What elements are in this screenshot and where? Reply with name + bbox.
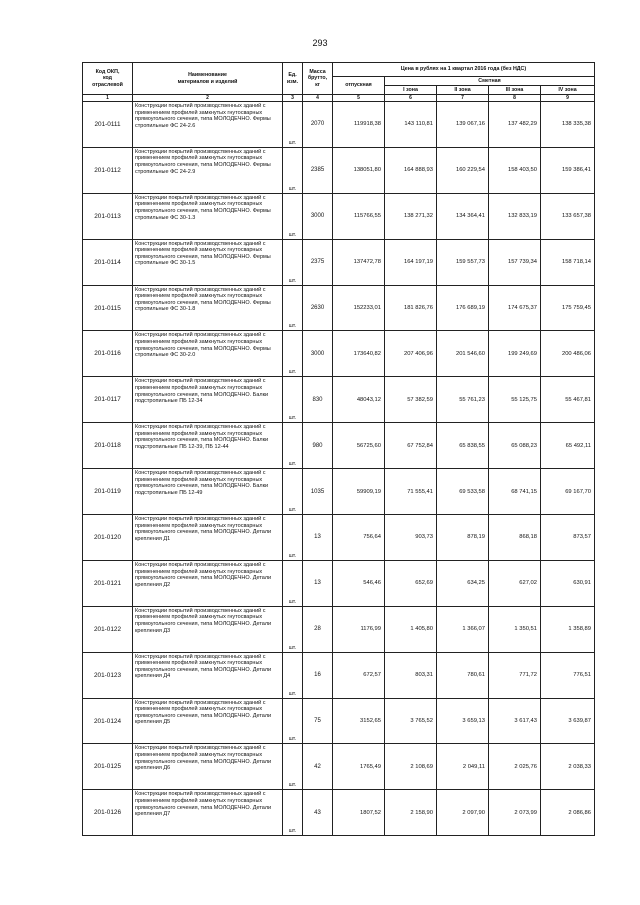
row-unit: шт. [283,285,303,331]
row-code: 201-0115 [83,285,133,331]
row-zone-1-price: 3 765,52 [385,698,437,744]
row-zone-1-price: 207 406,96 [385,331,437,377]
row-zone-1-price: 803,31 [385,652,437,698]
row-code: 201-0121 [83,560,133,606]
header-zone-4: IV зона [541,86,595,95]
header-unit: Ед. изм. [283,63,303,95]
row-zone-4-price: 2 086,86 [541,790,595,836]
table-row [83,790,595,836]
row-zone-1-price: 71 555,41 [385,469,437,515]
row-code: 201-0119 [83,469,133,515]
row-name: Конструкции покрытий производственных зданий с применением профилей замкнутых гнутосварных прямоугольного сечения, типа МОЛОДЕЧНО. Детали крепления Д6 [133,744,283,790]
row-code: 201-0114 [83,239,133,285]
row-zone-2-price: 2 049,11 [437,744,489,790]
row-unit: шт. [283,560,303,606]
header-zone-3: III зона [489,86,541,95]
column-number: 5 [333,95,385,102]
row-code: 201-0118 [83,423,133,469]
row-zone-4-price: 776,51 [541,652,595,698]
row-code: 201-0125 [83,744,133,790]
header-release-price: отпускная [333,77,385,95]
row-zone-4-price: 175 759,45 [541,285,595,331]
row-zone-2-price: 55 761,23 [437,377,489,423]
row-release-price: 672,57 [333,652,385,698]
row-name: Конструкции покрытий производственных зданий с применением профилей замкнутых гнутосварных прямоугольного сечения, типа МОЛОДЕЧНО. Балки подстропильные ПБ 12-49 [133,469,283,515]
column-number: 3 [283,95,303,102]
row-zone-4-price: 69 167,70 [541,469,595,515]
header-mass: Масса брутто, кг [303,63,333,95]
row-mass: 980 [303,423,333,469]
row-zone-2-price: 65 838,55 [437,423,489,469]
table-row [83,377,595,423]
row-code: 201-0113 [83,193,133,239]
header-estimate-price: Сметная [385,77,595,86]
row-mass: 2385 [303,147,333,193]
row-code: 201-0120 [83,515,133,561]
row-zone-3-price: 158 403,50 [489,147,541,193]
row-zone-4-price: 1 358,89 [541,606,595,652]
row-name: Конструкции покрытий производственных зданий с применением профилей замкнутых гнутосварных прямоугольного сечения, типа МОЛОДЕЧНО. Балки подстропильные ПБ 12-34 [133,377,283,423]
row-name: Конструкции покрытий производственных зданий с применением профилей замкнутых гнутосварных прямоугольного сечения, типа МОЛОДЕЧНО. Фермы стропильные ФС 30-1.3 [133,193,283,239]
row-zone-4-price: 3 639,87 [541,698,595,744]
row-name: Конструкции покрытий производственных зданий с применением профилей замкнутых гнутосварных прямоугольного сечения, типа МОЛОДЕЧНО. Детали крепления Д5 [133,698,283,744]
row-zone-1-price: 143 110,81 [385,102,437,148]
row-zone-2-price: 634,25 [437,560,489,606]
row-release-price: 1765,49 [333,744,385,790]
row-code: 201-0117 [83,377,133,423]
row-zone-1-price: 57 382,59 [385,377,437,423]
row-unit: шт. [283,193,303,239]
row-name: Конструкции покрытий производственных зданий с применением профилей замкнутых гнутосварных прямоугольного сечения, типа МОЛОДЕЧНО. Фермы стропильные ФС 30-1.8 [133,285,283,331]
column-number: 8 [489,95,541,102]
row-release-price: 1807,52 [333,790,385,836]
row-unit: шт. [283,515,303,561]
row-release-price: 48043,12 [333,377,385,423]
table-row [83,285,595,331]
row-zone-3-price: 68 741,15 [489,469,541,515]
row-mass: 75 [303,698,333,744]
row-zone-3-price: 174 675,37 [489,285,541,331]
table-row [83,102,595,148]
row-zone-3-price: 2 025,76 [489,744,541,790]
header-zone-2: II зона [437,86,489,95]
row-release-price: 137472,78 [333,239,385,285]
header-name: Наименование материалов и изделий [133,63,283,95]
row-mass: 1035 [303,469,333,515]
table-row [83,469,595,515]
row-zone-3-price: 2 073,99 [489,790,541,836]
row-code: 201-0124 [83,698,133,744]
row-zone-1-price: 138 271,32 [385,193,437,239]
row-zone-3-price: 157 739,34 [489,239,541,285]
row-zone-3-price: 1 350,51 [489,606,541,652]
row-release-price: 173640,82 [333,331,385,377]
row-mass: 3000 [303,331,333,377]
row-zone-2-price: 878,19 [437,515,489,561]
row-zone-4-price: 65 492,11 [541,423,595,469]
table-row [83,560,595,606]
row-unit: шт. [283,469,303,515]
row-unit: шт. [283,377,303,423]
row-release-price: 56725,60 [333,423,385,469]
row-mass: 3000 [303,193,333,239]
row-zone-3-price: 3 617,43 [489,698,541,744]
row-unit: шт. [283,606,303,652]
row-zone-1-price: 164 197,19 [385,239,437,285]
header-price-title: Цена в рублях на 1 квартал 2016 года (без НДС) [333,63,595,77]
row-name: Конструкции покрытий производственных зданий с применением профилей замкнутых гнутосварных прямоугольного сечения, типа МОЛОДЕЧНО. Балки подстропильные ПБ 12-39, ПБ 12-44 [133,423,283,469]
table-row [83,193,595,239]
row-zone-2-price: 69 533,58 [437,469,489,515]
row-unit: шт. [283,147,303,193]
row-zone-1-price: 2 108,69 [385,744,437,790]
row-unit: шт. [283,652,303,698]
row-code: 201-0111 [83,102,133,148]
row-mass: 28 [303,606,333,652]
row-mass: 43 [303,790,333,836]
row-zone-2-price: 780,61 [437,652,489,698]
row-name: Конструкции покрытий производственных зданий с применением профилей замкнутых гнутосварных прямоугольного сечения, типа МОЛОДЕЧНО. Детали крепления Д2 [133,560,283,606]
row-zone-4-price: 55 467,81 [541,377,595,423]
table-row [83,698,595,744]
row-zone-3-price: 771,72 [489,652,541,698]
row-zone-2-price: 159 557,73 [437,239,489,285]
row-zone-4-price: 2 038,33 [541,744,595,790]
row-zone-4-price: 138 335,38 [541,102,595,148]
row-name: Конструкции покрытий производственных зданий с применением профилей замкнутых гнутосварных прямоугольного сечения, типа МОЛОДЕЧНО. Детали крепления Д7 [133,790,283,836]
row-zone-2-price: 1 366,07 [437,606,489,652]
row-zone-4-price: 159 386,41 [541,147,595,193]
row-zone-4-price: 630,91 [541,560,595,606]
table-row [83,423,595,469]
row-release-price: 1176,99 [333,606,385,652]
row-zone-2-price: 160 229,54 [437,147,489,193]
row-release-price: 756,64 [333,515,385,561]
row-code: 201-0116 [83,331,133,377]
column-number: 1 [83,95,133,102]
row-zone-1-price: 2 158,90 [385,790,437,836]
header-zone-1: I зона [385,86,437,95]
row-zone-3-price: 65 088,23 [489,423,541,469]
row-name: Конструкции покрытий производственных зданий с применением профилей замкнутых гнутосварных прямоугольного сечения, типа МОЛОДЕЧНО. Детали крепления Д3 [133,606,283,652]
row-unit: шт. [283,744,303,790]
row-zone-4-price: 873,57 [541,515,595,561]
row-mass: 13 [303,560,333,606]
row-name: Конструкции покрытий производственных зданий с применением профилей замкнутых гнутосварных прямоугольного сечения, типа МОЛОДЕЧНО. Фермы стропильные ФС 24-2.9 [133,147,283,193]
row-unit: шт. [283,698,303,744]
table-row [83,606,595,652]
column-number: 6 [385,95,437,102]
row-unit: шт. [283,790,303,836]
row-zone-1-price: 67 752,84 [385,423,437,469]
row-unit: шт. [283,102,303,148]
table-row [83,515,595,561]
table-body [83,102,595,836]
column-number: 2 [133,95,283,102]
row-unit: шт. [283,423,303,469]
column-numbers-row [83,95,595,102]
header-code: Код ОКП, код отраслевой [83,63,133,95]
page-number: 293 [312,38,328,48]
row-zone-3-price: 137 482,29 [489,102,541,148]
table-row [83,147,595,193]
row-zone-2-price: 139 067,16 [437,102,489,148]
row-name: Конструкции покрытий производственных зданий с применением профилей замкнутых гнутосварных прямоугольного сечения, типа МОЛОДЕЧНО. Фермы стропильные ФС 30-2.0 [133,331,283,377]
row-name: Конструкции покрытий производственных зданий с применением профилей замкнутых гнутосварных прямоугольного сечения, типа МОЛОДЕЧНО. Фермы стропильные ФС 24-2.6 [133,102,283,148]
row-release-price: 119918,38 [333,102,385,148]
row-zone-2-price: 201 546,60 [437,331,489,377]
row-zone-2-price: 176 689,19 [437,285,489,331]
row-name: Конструкции покрытий производственных зданий с применением профилей замкнутых гнутосварных прямоугольного сечения, типа МОЛОДЕЧНО. Детали крепления Д1 [133,515,283,561]
row-zone-1-price: 164 888,93 [385,147,437,193]
row-zone-1-price: 1 405,80 [385,606,437,652]
row-name: Конструкции покрытий производственных зданий с применением профилей замкнутых гнутосварных прямоугольного сечения, типа МОЛОДЕЧНО. Фермы стропильные ФС 30-1.5 [133,239,283,285]
row-zone-2-price: 2 097,90 [437,790,489,836]
row-code: 201-0112 [83,147,133,193]
row-zone-2-price: 3 659,13 [437,698,489,744]
column-number: 4 [303,95,333,102]
row-mass: 2630 [303,285,333,331]
row-release-price: 59909,19 [333,469,385,515]
price-table [82,62,595,836]
row-zone-3-price: 868,18 [489,515,541,561]
row-mass: 2375 [303,239,333,285]
row-zone-1-price: 652,69 [385,560,437,606]
row-release-price: 152233,01 [333,285,385,331]
table-row [83,652,595,698]
column-number: 7 [437,95,489,102]
column-number: 9 [541,95,595,102]
row-release-price: 546,46 [333,560,385,606]
row-mass: 16 [303,652,333,698]
row-zone-3-price: 627,02 [489,560,541,606]
row-mass: 13 [303,515,333,561]
row-mass: 830 [303,377,333,423]
row-zone-2-price: 134 364,41 [437,193,489,239]
row-code: 201-0122 [83,606,133,652]
row-zone-1-price: 181 826,76 [385,285,437,331]
row-release-price: 3152,65 [333,698,385,744]
row-unit: шт. [283,239,303,285]
row-zone-4-price: 158 718,14 [541,239,595,285]
row-zone-4-price: 133 657,38 [541,193,595,239]
row-mass: 2070 [303,102,333,148]
row-release-price: 115766,55 [333,193,385,239]
row-zone-4-price: 200 486,06 [541,331,595,377]
row-zone-3-price: 132 833,19 [489,193,541,239]
row-code: 201-0126 [83,790,133,836]
table-row [83,239,595,285]
row-mass: 42 [303,744,333,790]
row-release-price: 138051,80 [333,147,385,193]
table-row [83,744,595,790]
table-header [83,63,595,102]
row-unit: шт. [283,331,303,377]
table-row [83,331,595,377]
row-zone-1-price: 903,73 [385,515,437,561]
row-zone-3-price: 55 125,75 [489,377,541,423]
row-zone-3-price: 199 249,69 [489,331,541,377]
row-name: Конструкции покрытий производственных зданий с применением профилей замкнутых гнутосварных прямоугольного сечения, типа МОЛОДЕЧНО. Детали крепления Д4 [133,652,283,698]
row-code: 201-0123 [83,652,133,698]
